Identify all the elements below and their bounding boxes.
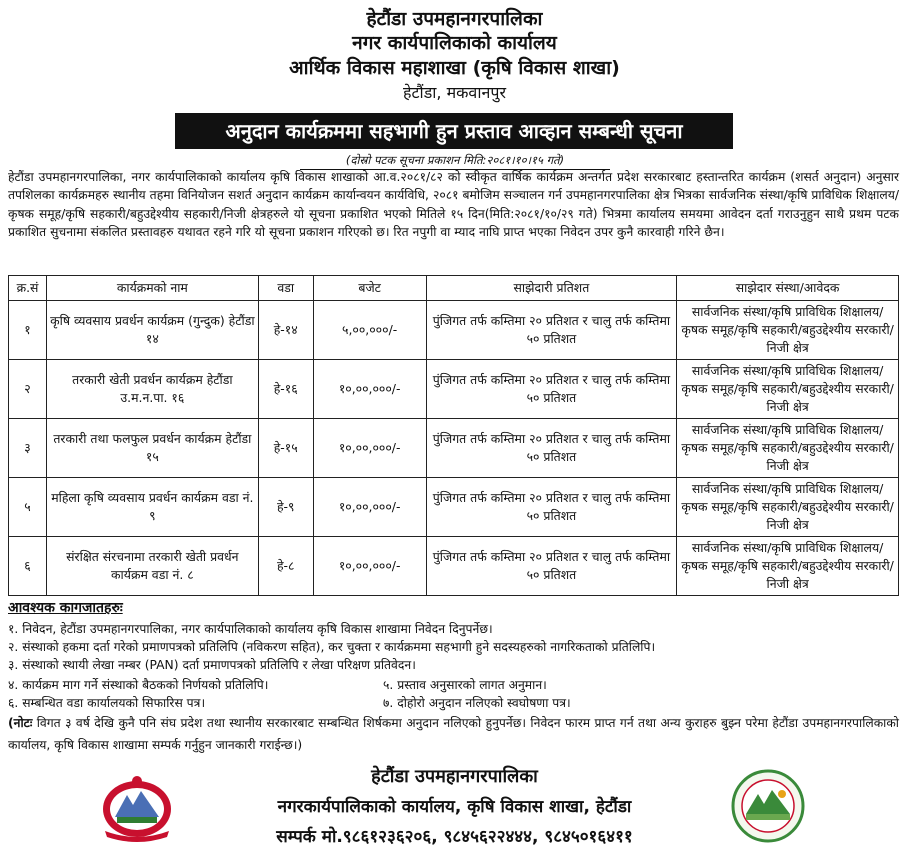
cell-name: संरक्षित संरचनामा तरकारी खेती प्रवर्धन कार्यक्रम वडा नं. ८ — [46, 537, 258, 596]
cell-share: पुंजिगत तर्फ कम्तिमा २० प्रतिशत र चालु तर्फ कम्तिमा ५० प्रतिशत — [426, 478, 677, 537]
cell-share: पुंजिगत तर्फ कम्तिमा २० प्रतिशत र चालु तर्फ कम्तिमा ५० प्रतिशत — [426, 537, 677, 596]
cell-name: महिला कृषि व्यवसाय प्रवर्धन कार्यक्रम वडा नं. ९ — [46, 478, 258, 537]
table-header-row — [9, 276, 899, 301]
table-row — [9, 478, 899, 537]
cell-ward: हे-९ — [258, 478, 313, 537]
cell-sn: २ — [9, 360, 47, 419]
cell-sn: १ — [9, 301, 47, 360]
cell-name: तरकारी तथा फलफुल प्रवर्धन कार्यक्रम हेटौंडा १५ — [46, 419, 258, 478]
col-header-budget: बजेट — [313, 276, 426, 301]
cell-ward: हे-१५ — [258, 419, 313, 478]
municipality-seal-icon — [730, 768, 806, 844]
table-row — [9, 360, 899, 419]
cell-partner: सार्वजनिक संस्था/कृषि प्राविधिक शिक्षालय/कृषक समूह/कृषि सहकारी/बहुउद्देश्यीय सरकारी/निजी क्षेत्र — [677, 301, 899, 360]
intro-paragraph: हेटौंडा उपमहानगरपालिका, नगर कार्यपालिकाको कार्यालय कृषि विकास शाखाको आ.व.२०८१/८२ को स्वीकृत वार्षिक कार्यक्रम अन्तर्गत प्रदेश सरकारबाट हस्तान्तरित कार्यक्रम (शसर्त अनुदान) अनुसार तपशिलका कार्यक्रमहरु स्थानीय तहमा विनियोजन सशर्त अनुदान कार्यक्रम कार्यान्वयन कार्यविधि, २०८१ बमोजिम सञ्चालन गर्न उपमहानगरपालिका क्षेत्र भित्रका सार्वजनिक संस्था/कृषि प्राविधिक शिक्षालय/कृषक समूह/कृषि सहकारी/बहुउद्देश्यीय सहकारी/निजी क्षेत्रहरुले यो सूचना प्रकाशित भएको मितिले १५ दिन(मिति:२०८१/१०/२९ गते) भित्रमा कार्यालय समयमा आवेदन दर्ता गराउनुहुन साथै प्रथम पटक प्रकाशित सुचनामा संकलित प्रस्तावहरु यथावत रहने गरि यो सूचना प्रकाशन गरिएको छ। रित नपुगी वा म्याद नाघि प्राप्त भएका निवेदन उपर कुनै कारवाही गरिने छैन। — [8, 170, 899, 239]
cell-ward: हे-१४ — [258, 301, 313, 360]
document-item: २. संस्थाको हकमा दर्ता गरेको प्रमाणपत्रको प्रतिलिपि (नविकरण सहित), कर चुक्ता र कार्यक्रममा सहभागी हुने सदस्यहरुको नागरिकताको प्रतिलिपि। — [8, 640, 656, 654]
cell-ward: हे-१६ — [258, 360, 313, 419]
col-header-ward: वडा — [258, 276, 313, 301]
document-item: ४. कार्यक्रम माग गर्ने संस्थाको बैठकको निर्णयको प्रतिलिपि। — [8, 678, 269, 692]
footer-municipality: हेटौंडा उपमहानगरपालिका — [371, 766, 538, 787]
republish-note: (दोस्रो पटक सूचना प्रकाशन मिति:२०८१।१०।१५ गते) — [300, 153, 610, 170]
note-text: विगत ३ वर्ष देखि कुनै पनि संघ प्रदेश तथा स्थानीय सरकारबाट सम्बन्धित शिर्षकमा अनुदान नलिएको हुनुपर्नेछ। निवेदन फारम प्राप्त गर्न तथा अन्य कुराहरु बुझ्न परेमा हेटौंडा उपमहानगरपालिकाको कार्यालय, कृषि विकास शाखामा सम्पर्क गर्नुहुन जानकारी गराईन्छ।) — [8, 716, 899, 752]
cell-sn: ६ — [9, 537, 47, 596]
document-item: ३. संस्थाको स्थायी लेखा नम्बर (PAN) दर्ता प्रमाणपत्रको प्रतिलिपि र लेखा परिक्षण प्रतिवेदन। — [8, 658, 416, 672]
cell-share: पुंजिगत तर्फ कम्तिमा २० प्रतिशत र चालु तर्फ कम्तिमा ५० प्रतिशत — [426, 419, 677, 478]
cell-sn: ३ — [9, 419, 47, 478]
col-header-sn: क्र.सं — [9, 276, 47, 301]
table-row — [9, 537, 899, 596]
cell-partner: सार्वजनिक संस्था/कृषि प्राविधिक शिक्षालय/कृषक समूह/कृषि सहकारी/बहुउद्देश्यीय सरकारी/निजी क्षेत्र — [677, 419, 899, 478]
col-header-name: कार्यक्रमको नाम — [46, 276, 258, 301]
header-office: नगर कार्यपालिकाको कार्यालय — [352, 32, 557, 54]
document-item: ७. दोहोरो अनुदान नलिएको स्वघोषणा पत्र। — [383, 696, 571, 710]
program-table — [8, 275, 899, 596]
cell-sn: ५ — [9, 478, 47, 537]
footer-office: नगरकार्यपालिकाको कार्यालय, कृषि विकास शाखा, हेटौंडा — [277, 797, 632, 817]
cell-name: कृषि व्यवसाय प्रवर्धन कार्यक्रम (गुन्दुक) हेटौंडा १४ — [46, 301, 258, 360]
cell-name: तरकारी खेती प्रवर्धन कार्यक्रम हेटौंडा उ.म.न.पा. १६ — [46, 360, 258, 419]
cell-partner: सार्वजनिक संस्था/कृषि प्राविधिक शिक्षालय/कृषक समूह/कृषि सहकारी/बहुउद्देश्यीय सरकारी/निजी क्षेत्र — [677, 537, 899, 596]
note-label: (नोटः — [8, 716, 33, 730]
notice-banner: अनुदान कार्यक्रममा सहभागी हुन प्रस्ताव आव्हान सम्बन्धी सूचना — [175, 113, 733, 149]
cell-budget: १०,००,०००/- — [313, 478, 426, 537]
table-row — [9, 419, 899, 478]
cell-ward: हे-८ — [258, 537, 313, 596]
note-paragraph — [8, 712, 899, 756]
cell-partner: सार्वजनिक संस्था/कृषि प्राविधिक शिक्षालय/कृषक समूह/कृषि सहकारी/बहुउद्देश्यीय सरकारी/निजी क्षेत्र — [677, 360, 899, 419]
document-item: १. निवेदन, हेटौंडा उपमहानगरपालिका, नगर कार्यपालिकाको कार्यालय कृषि विकास शाखामा निवेदन दिनुपर्नेछ। — [8, 622, 493, 636]
table-row — [9, 301, 899, 360]
cell-budget: १०,००,०००/- — [313, 537, 426, 596]
cell-share: पुंजिगत तर्फ कम्तिमा २० प्रतिशत र चालु तर्फ कम्तिमा ५० प्रतिशत — [426, 360, 677, 419]
col-header-share: साझेदारी प्रतिशत — [426, 276, 677, 301]
cell-budget: १०,००,०००/- — [313, 419, 426, 478]
header-municipality: हेटौंडा उपमहानगरपालिका — [366, 8, 543, 30]
nepal-emblem-icon — [97, 773, 177, 843]
header-branch: आर्थिक विकास महाशाखा (कृषि विकास शाखा) — [289, 57, 620, 79]
document-item: ५. प्रस्ताव अनुसारको लागत अनुमान। — [383, 678, 547, 692]
document-item: ६. सम्बन्धित वडा कार्यालयको सिफारिस पत्र। — [8, 696, 206, 710]
header-address: हेटौंडा, मकवानपुर — [403, 83, 506, 102]
cell-budget: १०,००,०००/- — [313, 360, 426, 419]
col-header-partner: साझेदार संस्था/आवेदक — [677, 276, 899, 301]
cell-partner: सार्वजनिक संस्था/कृषि प्राविधिक शिक्षालय/कृषक समूह/कृषि सहकारी/बहुउद्देश्यीय सरकारी/निजी क्षेत्र — [677, 478, 899, 537]
footer-contact: सम्पर्क मो.९८६१२३६२०६, ९८४५६२२४४४, ९८४५०१६४११ — [276, 827, 633, 847]
cell-share: पुंजिगत तर्फ कम्तिमा २० प्रतिशत र चालु तर्फ कम्तिमा ५० प्रतिशत — [426, 301, 677, 360]
cell-budget: ५,००,०००/- — [313, 301, 426, 360]
documents-title: आवश्यक कागजातहरुः — [8, 600, 123, 616]
